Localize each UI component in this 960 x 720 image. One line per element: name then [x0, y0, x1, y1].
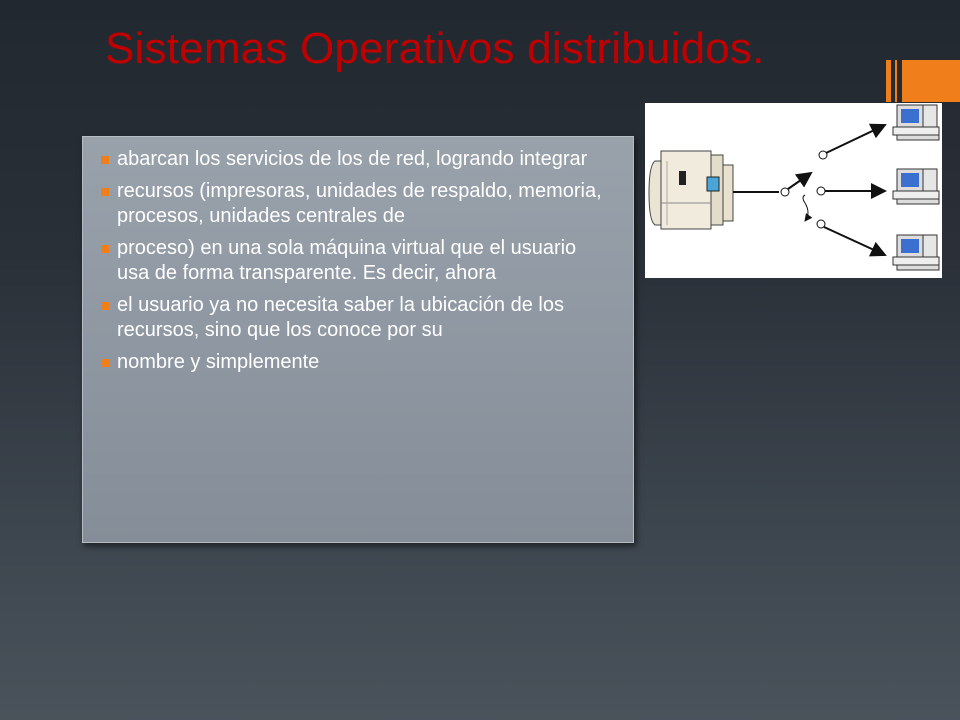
bullet-item [99, 293, 611, 343]
bullet-text: proceso) en una sola máquina virtual que el usuario usa de forma transparente. Es decir, ahora [117, 237, 577, 284]
bullet-list [99, 147, 611, 375]
square-bullet-icon [101, 188, 109, 196]
accent-bar [895, 60, 897, 102]
bullet-item [99, 236, 611, 286]
square-bullet-icon [101, 359, 109, 367]
workstation-icon [893, 235, 939, 270]
workstation-icon [893, 105, 939, 140]
bullet-text: recursos (impresoras, unidades de respaldo, memoria, procesos, unidades centrales de [117, 180, 602, 227]
bullet-text: el usuario ya no necesita saber la ubicación de los recursos, sino que los conoce por su [117, 294, 564, 341]
accent-block [902, 60, 960, 102]
distributed-system-diagram [645, 103, 942, 278]
bullet-item [99, 179, 611, 229]
slide-title: Sistemas Operativos distribuidos. [105, 24, 765, 73]
accent-bar [886, 60, 891, 102]
bullet-text: abarcan los servicios de los de red, logrando integrar [117, 148, 588, 170]
workstation-icon [893, 169, 939, 204]
bullet-text: nombre y simplemente [117, 351, 320, 373]
content-box [82, 136, 634, 543]
bullet-item [99, 147, 611, 172]
square-bullet-icon [101, 245, 109, 253]
square-bullet-icon [101, 156, 109, 164]
mainframe-icon [649, 151, 733, 229]
square-bullet-icon [101, 302, 109, 310]
bullet-item [99, 350, 611, 375]
network-links [817, 125, 885, 255]
switch-icon [733, 173, 811, 221]
